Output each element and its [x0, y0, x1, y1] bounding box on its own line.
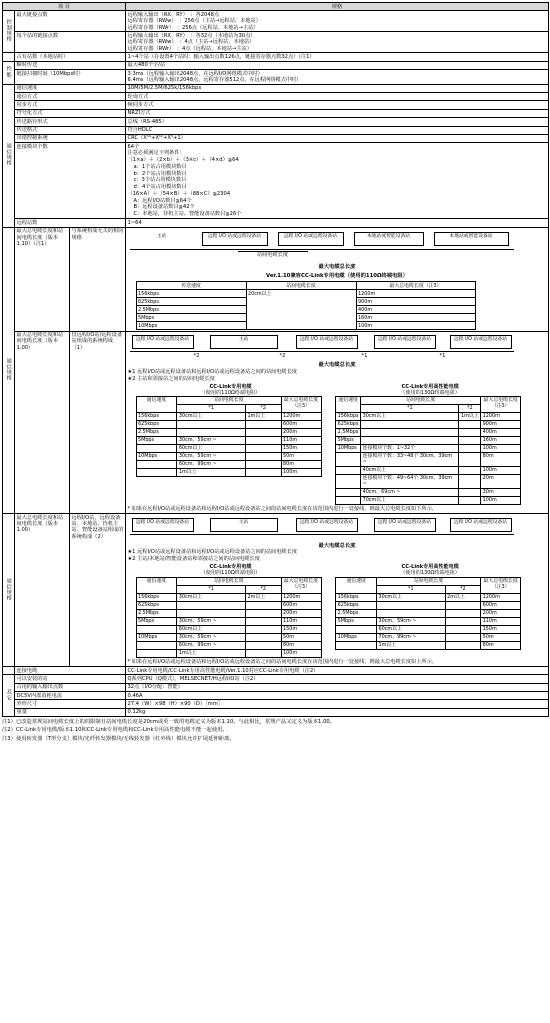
table-cell: 900m [481, 420, 521, 428]
v100b-footnote: * 如果在远程I/O站或远程设备站和远程I/O站或远程设备站之间的站间电缆长度在该范围内进行一处接线，则最大总电缆长度如上所示。 [127, 658, 437, 665]
table-cell: 1200m [481, 593, 521, 601]
table-cell: 156kbps [136, 412, 177, 420]
table-cell: 1200m [281, 412, 321, 420]
table-cell: 200m [281, 428, 321, 436]
table-cell [177, 601, 246, 609]
table-cell [445, 609, 481, 617]
table-row [136, 420, 321, 428]
table-cell: 60cm以上 [377, 625, 446, 633]
table-cell: 30cm以上 [361, 412, 459, 420]
label-max-link: 最大链接点数 [15, 11, 126, 32]
table-cell: 150m [281, 625, 321, 633]
table-cell [459, 474, 481, 488]
v100b-max-len: 最大电缆总长度 [318, 542, 356, 549]
node-b-remote-1: 远程 I/O 站或远程设备站 [132, 518, 194, 532]
value-transient: 最大480个字/站 [126, 61, 549, 69]
table-cell: 70cm以上 [361, 496, 459, 504]
table-cell [445, 601, 481, 609]
v110-diagram [128, 229, 547, 263]
table-cell: 10Mbps [136, 633, 177, 641]
table-row [336, 452, 521, 466]
v110-table: 传送速度 站间电缆长度 最大总电缆长度（注3） 156kbps 20cm以上 1200m 625kbps 900m 2.5Mbps 400m 5Mbps 160m 10Mbps 100m [136, 281, 476, 330]
v100b-right: CC-Link专用高性能电缆 （使用的130Ω终端电阻） 通信速度 站间电缆长度 最大总电缆长度（注3） *1 *2 156kbps 30cm以上 2m以上 1200m 625kbps 600m 2.5Mbps 200m 5Mbps 30cm、59cm ~ 110m 60cm以上 150m 10Mbps 70cm、99cm ~ 50m 1m以上 80m [335, 564, 525, 649]
section-comm: 通信规格 [3, 84, 15, 227]
row-per-station [3, 32, 549, 53]
table-cell: 40cm以上 [361, 466, 459, 474]
v100b-note2: ★2 主站/本地站/智能设备站和邻接站之间的站间电缆长度 [127, 556, 260, 563]
label-v100b: 最大总电缆长度和站间电缆长度（版本1.00） [15, 514, 70, 667]
mark-a-1: *2 [193, 353, 200, 360]
label-units: 连接模块个数 [15, 143, 126, 219]
v100a-footnote: * 如果在远程I/O站或远程设备站和远程I/O站或远程设备站之间的站间电缆长度在该范围内进行一处接线，则最大总电缆长度如下所示。 [127, 505, 437, 512]
table-cell [177, 428, 246, 436]
table-cell [245, 649, 281, 657]
v110-max-len: 最大电缆总长度 [318, 264, 356, 271]
table-cell: 2.5Mbps [136, 609, 177, 617]
row-occupied [3, 53, 549, 61]
node-master: 主站 [132, 233, 192, 246]
table-cell: 1m以上 [177, 468, 246, 476]
bus-line-b [130, 534, 514, 535]
v100a-right-table: 通信速度 站间电缆长度 最大总电缆长度（注3） *1 *2 156kbps 30cm以上 1m以上 1200m 625kbps 900m 2.5Mbps 400m 5Mbps 160m 10Mbps 连接模块个数：1~32个 100m 连接模块个数：33~48个 30cm、39cm ~ 80m 40cm以上 100m 连接模块个数：49~64个 30cm、39cm ~ 20m 40cm、69cm ~ 30m 70cm以上 100m [335, 396, 521, 505]
table-cell: 400m [481, 428, 521, 436]
node-b-remote-4: 远程 I/O 站或远程设备站 [450, 518, 512, 532]
value-cable: CC-Link专用电缆/CC-Link专用高性能电缆/Ver.1.10对应CC-Link专用电缆（注2） [126, 667, 549, 675]
table-row [136, 641, 321, 649]
v100a-right: CC-Link专用高性能电缆 （使用的130Ω终端电阻） 通信速度 站间电缆长度 最大总电缆长度（注3） *1 *2 156kbps 30cm以上 1m以上 1200m 625kbps 900m 2.5Mbps 400m 5Mbps 160m 10Mbps 连接模块个数：1~32个 100m 连接模块个数：33~48个 30cm、39cm ~ 80m 40cm以上 100m 连接模块个数：49~64个 30cm、39cm ~ 20m 40cm、69cm ~ 30m 70cm以上 100m [335, 384, 525, 505]
table-cell [245, 601, 281, 609]
section-other: 其它 [3, 675, 15, 717]
table-row [336, 601, 521, 609]
bus-line [130, 249, 514, 250]
table-cell [377, 601, 446, 609]
table-cell [336, 625, 377, 633]
table-cell: 2.5Mbps [136, 428, 177, 436]
v100a-diagram [128, 333, 547, 361]
mark-a-3: *1 [361, 353, 368, 360]
table-cell: 30cm、59cm ~ [177, 436, 246, 444]
label-scan: 链接扫描时间（10Mbps时） [15, 70, 126, 85]
value-error: CRC（X¹⁶+X¹²+X⁵+1） [126, 134, 549, 142]
value-per-station: 远程输入输出（RX、RY） ：各32点（本地站为30点） 远程寄存器（RWw） ：4点（主站→远程站、本地站） 远程寄存器（RWr） ：4点（远程站、本地站→主站） [126, 32, 549, 53]
value-size: 27.4（W）×98（H）×90（D）［mm］ [126, 700, 549, 708]
table-cell: 1m以上 [460, 413, 479, 420]
row-current [3, 692, 549, 700]
table-cell: 30cm以上 [177, 412, 246, 420]
table-cell [336, 488, 361, 496]
row-format [3, 126, 549, 134]
v100a-note2: ★2 主站和邻接站之间的站间电缆长度 [127, 375, 215, 382]
table-row [336, 444, 521, 452]
value-format: 符合HDLC [126, 126, 549, 134]
table-cell: 600m [481, 601, 521, 609]
table-cell: 5Mbps [336, 617, 377, 625]
table-cell [336, 452, 361, 466]
table-cell [445, 625, 481, 633]
row-error [3, 134, 549, 142]
value-v100a [126, 331, 549, 514]
table-cell [459, 428, 481, 436]
table-cell: 10Mbps [136, 452, 177, 460]
value-sync: 帧同步方式 [126, 101, 549, 109]
node-a-remote-1: 远程 I/O 站或远程设备站 [132, 335, 194, 349]
label-installable: 可以安装的站 [15, 675, 126, 683]
table-cell: 30cm、59cm ~ [177, 633, 246, 641]
table-cell: 1m以上 [245, 412, 281, 420]
label-current: DC5V内部消耗电流 [15, 692, 126, 700]
table-cell: 60cm以上 [177, 625, 246, 633]
table-cell: 2m以上 [245, 593, 281, 601]
v100b-note1: ★1 远程I/O站或远程设备站和远程I/O站或远程设备站之间的站间电缆长度 [127, 549, 298, 556]
table-cell: 10Mbps [336, 633, 377, 641]
table-row [336, 436, 521, 444]
table-cell: 连接模块个数：33~48个 30cm、39cm ~ [361, 452, 459, 466]
sub-v110: 与系统构成无关的相同规格 [70, 227, 126, 331]
table-row [336, 593, 521, 601]
table-cell: 2.5Mbps [336, 609, 377, 617]
v110-caption: Ver.1.10兼容CC-Link专用电缆（使用的110Ω终端电阻） [266, 272, 408, 279]
table-cell: 100m [481, 496, 521, 504]
table-cell: 30m [481, 488, 521, 496]
row-max-link [3, 11, 549, 32]
label-format: 传送格式 [15, 126, 126, 134]
table-cell: 30cm、59cm ~ [377, 617, 446, 625]
table-cell: 50m [281, 452, 321, 460]
table-cell [459, 452, 481, 466]
node-a-master: 主站 [210, 335, 278, 349]
mark-a-2: *2 [279, 353, 286, 360]
table-row [136, 625, 321, 633]
table-cell: 200m [281, 609, 321, 617]
v100b-right-table: 通信速度 站间电缆长度 最大总电缆长度（注3） *1 *2 156kbps 30cm以上 2m以上 1200m 625kbps 600m 2.5Mbps 200m 5Mbps 30cm、59cm ~ 110m 60cm以上 150m 10Mbps 70cm、99cm ~ 50m 1m以上 80m [335, 577, 521, 650]
node-b-remote-2: 远程 I/O 站或远程设备站 [296, 518, 358, 532]
table-cell [245, 641, 281, 649]
section-comm3: 通信规格 [3, 514, 15, 667]
footnote-2: 注2）CC-Link专用电缆/版本1.10和CC-Link专用电缆和CC-Link专用高性能电缆不能一起使用。 [2, 727, 228, 734]
table-cell: 1200m [481, 412, 521, 420]
table-cell: 1m以上 [177, 649, 246, 657]
table-cell: 2m以上 [445, 593, 481, 601]
v100a-note1: ★1 远程I/O站或远程设备站和远程I/O站或远程设备站之间的站间电缆长度 [127, 368, 298, 375]
table-cell: 5Mbps [136, 617, 177, 625]
value-comm-method: 轮询方式 [126, 93, 549, 101]
label-v100a: 最大总电缆长度和站间电缆长度（版本1.00） [15, 331, 70, 514]
table-cell [445, 617, 481, 625]
table-row [136, 617, 321, 625]
node-local-2: 本地站或智能设备站 [434, 232, 509, 246]
table-cell: 110m [481, 617, 521, 625]
table-cell: 30cm以上 [177, 593, 246, 601]
v100a-left-table: 通信速度 站间电缆长度 最大总电缆长度（注3） *1 *2 156kbps 30cm以上 1m以上 1200m 625kbps 600m 2.5Mbps 200m 5Mbps 30cm、59cm ~ 110m 60cm以上 150m 10Mbps 30cm、59cm ~ 50m 60cm、99cm ~ 80m 1m以上 100m [136, 396, 322, 477]
row-size [3, 700, 549, 708]
table-cell: 100m [281, 468, 321, 476]
table-cell: 80m [281, 460, 321, 468]
bus-line-a [130, 351, 514, 352]
label-speed: 通信速度 [15, 84, 126, 92]
table-row [336, 609, 521, 617]
label-encoding: 符号化方式 [15, 109, 126, 117]
table-row [336, 466, 521, 474]
table-row [136, 436, 321, 444]
table-cell [336, 496, 361, 504]
node-a-remote-4: 远程 I/O 站或远程设备站 [450, 335, 512, 349]
label-remote-count: 远程站数 [15, 219, 126, 227]
table-row [136, 468, 321, 476]
node-remote-2: 远程 I/O 站或远程设备站 [278, 232, 344, 246]
row-v100a [3, 331, 549, 514]
table-row [336, 625, 521, 633]
table-cell [136, 460, 177, 468]
node-remote-1: 远程 I/O 站或远程设备站 [202, 232, 268, 246]
table-row [136, 412, 321, 420]
table-cell: 625kbps [136, 420, 177, 428]
sub-v100a: 仅远程I/O站/远程设备站组成的系统构成（1） [70, 331, 126, 514]
table-cell [245, 428, 281, 436]
table-cell [361, 420, 459, 428]
value-occupied: 1~4个站（在设置4个站时：输入输出点数126点，链接寄存器点数32点）（注1） [126, 53, 549, 61]
table-cell: 100m [281, 649, 321, 657]
value-v110 [126, 227, 549, 331]
table-row [336, 412, 521, 420]
table-cell: 70cm、99cm ~ [377, 633, 446, 641]
table-cell [245, 460, 281, 468]
table-cell: 100m [481, 466, 521, 474]
row-encoding [3, 109, 549, 117]
header-spec: 规格 [126, 3, 549, 11]
spec-table [2, 2, 549, 717]
value-speed: 10M/5M/2.5M/625k/156kbps [126, 84, 549, 92]
header-item: 项 目 [3, 3, 126, 11]
row-v110 [3, 227, 549, 331]
value-encoding: NRZI方式 [126, 109, 549, 117]
table-cell: 10Mbps [336, 444, 361, 452]
value-v100b [126, 514, 549, 667]
table-cell: 60cm、99cm ~ [177, 460, 246, 468]
value-io-points: 32点（I/O分配：智能） [126, 683, 549, 691]
table-cell: 30cm、59cm ~ [177, 452, 246, 460]
table-row [136, 444, 321, 452]
table-cell [445, 633, 481, 641]
label-weight: 重量 [15, 708, 126, 716]
label-cable: 连接电缆 [15, 667, 126, 675]
table-cell: 150m [481, 625, 521, 633]
node-b-master: 主站 [210, 518, 278, 532]
row-weight [3, 708, 549, 716]
table-cell: 100m [481, 444, 521, 452]
sub-v100b: 远程I/O站、远程设备站、本地站、待机主站、智能设备站组成的系统构成（2） [70, 514, 126, 667]
table-cell [336, 466, 361, 474]
row-remote-count [3, 219, 549, 227]
table-cell: 1200m [281, 593, 321, 601]
table-cell: 30cm以上 [377, 593, 446, 601]
table-cell [336, 474, 361, 488]
table-cell: 200m [481, 609, 521, 617]
table-cell: 160m [481, 436, 521, 444]
table-cell: 156kbps [337, 413, 359, 420]
table-row [136, 609, 321, 617]
table-cell: 156kbps [336, 593, 377, 601]
v100b-left: CC-Link专用电缆 （使用的110Ω终端电阻） 通信速度 站间电缆长度 最大总电缆长度（注3） *1 *2 156kbps 30cm以上 2m以上 1200m 625kbps 600m 2.5Mbps 200m 5Mbps 30cm、59cm ~ 110m 60cm以上 150m 10Mbps 30cm、59cm ~ 50m 60cm、99cm ~ 80m 1m以上 100m [136, 564, 326, 657]
table-cell [361, 436, 459, 444]
label-transient: 瞬时传送 [15, 61, 126, 69]
table-cell [459, 436, 481, 444]
footnote-1: 注1）已改造常规站间电缆长度上的的限制且站间电缆长度是20cm或更一致的电缆定义为版本1.10。与此相比，常规产品又定义为版本1.00。 [2, 719, 336, 726]
table-row [136, 428, 321, 436]
table-cell [245, 625, 281, 633]
table-cell: 625kbps [136, 601, 177, 609]
table-cell [245, 436, 281, 444]
table-cell: 40cm、69cm ~ [361, 488, 459, 496]
table-cell [459, 466, 481, 474]
label-per-station: 每个站的链接点数 [15, 32, 126, 53]
table-cell [136, 649, 177, 657]
label-io-points: 占用的输入输出点数 [15, 683, 126, 691]
table-row [336, 641, 521, 649]
table-cell: 80m [481, 452, 521, 466]
v100a-max-len: 最大电缆总长度 [318, 362, 356, 369]
table-cell [136, 641, 177, 649]
table-cell [245, 452, 281, 460]
table-cell [177, 420, 246, 428]
node-a-remote-3: 远程 I/O 站或远程设备站 [374, 335, 436, 349]
label-comm-method: 通信方式 [15, 93, 126, 101]
table-cell: 50m [281, 633, 321, 641]
table-cell: 80m [281, 641, 321, 649]
table-cell: 150m [281, 444, 321, 452]
table-cell: 60cm以上 [177, 444, 246, 452]
table-row [136, 633, 321, 641]
table-cell: 110m [281, 436, 321, 444]
table-cell: 连接模块个数：49~64个 30cm、39cm ~ [361, 474, 459, 488]
value-topology: 总线（RS-485） [126, 118, 549, 126]
row-scan [3, 70, 549, 85]
table-cell [245, 444, 281, 452]
table-cell [245, 609, 281, 617]
table-cell: 2.5Mbps [336, 428, 361, 436]
value-current: 0.46A [126, 692, 549, 700]
section-control: 控制规格 [3, 11, 15, 53]
table-cell: 625kbps [336, 601, 377, 609]
table-cell: 5Mbps [336, 436, 361, 444]
table-row [136, 460, 321, 468]
node-local-1: 本地站或智能设备站 [354, 232, 424, 246]
row-v100b [3, 514, 549, 667]
table-cell [245, 633, 281, 641]
section-perf: 性能 [3, 61, 15, 84]
value-units: 64个 注意必须满足下列条件： （1×a）＋（2×b）＋（3×c）＋（4×d）≦64 a：1个站占用模块数目 b：2个站占用模块数目 c：3个站占用模块数目 d：4个站占用模块数目 （16×A）＋（54×B）＋（88×C）≦2304 A：远程I/O站数目≦64个 B：远程设备站数目≦42个 C：本地站，待机主站、智能设备站数目≦26个 [126, 143, 549, 219]
v100b-tables [128, 564, 547, 657]
table-cell [245, 420, 281, 428]
footnotes [2, 718, 548, 743]
table-cell: 连接模块个数：1~32个 [361, 444, 459, 452]
table-row [336, 496, 521, 504]
table-row [136, 452, 321, 460]
table-cell [459, 496, 481, 504]
v100a-left: CC-Link专用电缆 （使用的110Ω终端电阻） 通信速度 站间电缆长度 最大总电缆长度（注3） *1 *2 156kbps 30cm以上 1m以上 1200m 625kbps 600m 2.5Mbps 200m 5Mbps 30cm、59cm ~ 110m 60cm以上 150m 10Mbps 30cm、59cm ~ 50m 60cm、99cm ~ 80m 1m以上 100m [136, 384, 326, 477]
table-cell: 110m [281, 617, 321, 625]
table-cell [245, 468, 281, 476]
table-row [336, 488, 521, 496]
row-io-points [3, 683, 549, 691]
row-installable [3, 675, 549, 683]
row-topology [3, 118, 549, 126]
table-row [336, 420, 521, 428]
table-cell: 50m [481, 633, 521, 641]
label-size: 外形尺寸 [15, 700, 126, 708]
row-transient [3, 61, 549, 69]
table-cell [361, 428, 459, 436]
row-sync [3, 101, 549, 109]
table-cell: 600m [281, 420, 321, 428]
node-b-remote-3: 远程 I/O 站或远程设备站 [374, 518, 436, 532]
value-weight: 0.12kg [126, 708, 549, 716]
row-units [3, 143, 549, 219]
table-row [336, 474, 521, 488]
table-cell [459, 420, 481, 428]
row-cable [3, 667, 549, 675]
value-remote-count: 1~64 [126, 219, 549, 227]
table-cell: 625kbps [337, 421, 359, 428]
label-sync: 同步方式 [15, 101, 126, 109]
value-installable: Q系列CPU（Q模式），MELSECNET/H远程I/O站（注2） [126, 675, 549, 683]
section-comm2: 通信规格 [3, 227, 15, 514]
mark-a-4: *1 [439, 353, 446, 360]
table-cell: 80m [481, 641, 521, 649]
table-row [336, 633, 521, 641]
v100b-left-table: 通信速度 站间电缆长度 最大总电缆长度（注3） *1 *2 156kbps 30cm以上 2m以上 1200m 625kbps 600m 2.5Mbps 200m 5Mbps 30cm、59cm ~ 110m 60cm以上 150m 10Mbps 30cm、59cm ~ 50m 60cm、99cm ~ 80m 1m以上 100m [136, 577, 322, 658]
v100a-tables [128, 384, 547, 505]
table-cell [136, 444, 177, 452]
table-cell: 20m [481, 474, 521, 488]
label-v110: 最大总电缆长度和站间电缆长度（版本1.10）（注1） [15, 227, 70, 331]
header-row [3, 3, 549, 11]
row-comm-method [3, 93, 549, 101]
table-cell: 1m以上 [377, 641, 446, 649]
footnote-3: 注3）使用转发器（T形分支）模块/光纤转发器模块/无线转发器（红外线）模块允许扩展延伸距离。 [2, 735, 235, 742]
table-cell [245, 617, 281, 625]
label-topology: 传送路径形式 [15, 118, 126, 126]
table-cell [177, 609, 246, 617]
station-length-label: 站间电缆长度 [238, 251, 308, 258]
table-cell: 600m [281, 601, 321, 609]
table-cell [377, 609, 446, 617]
row-speed [3, 84, 549, 92]
table-cell [459, 488, 481, 496]
table-cell: 30cm、59cm ~ [177, 617, 246, 625]
table-cell [459, 444, 481, 452]
value-scan: 3.3ms（远程输入输出2048点，在远程I/O网络模式中时） 6.4ms（远程输入输出2048点，远程寄存器512点，在远程网络模式中时） [126, 70, 549, 85]
table-cell: 5Mbps [136, 436, 177, 444]
table-cell [336, 641, 377, 649]
table-row [336, 617, 521, 625]
label-error: 出错控制系统 [15, 134, 126, 142]
table-cell [445, 641, 481, 649]
v100b-diagram [128, 516, 547, 542]
label-occupied: 占有站数（本地站时） [15, 53, 126, 61]
node-a-remote-2: 远程 I/O 站或远程设备站 [296, 335, 358, 349]
table-cell: 60cm、99cm ~ [177, 641, 246, 649]
table-row [136, 593, 321, 601]
table-row [136, 649, 321, 657]
table-row [136, 601, 321, 609]
table-cell [136, 625, 177, 633]
table-cell: 156kbps [136, 593, 177, 601]
table-cell [136, 468, 177, 476]
value-max-link: 远程输入输出（RX、RY） ：各2048点 远程寄存器（RWw） ：256点（主站→远程站、本地站） 远程寄存器（RWr） ：256点（远程站、本地站→主站） [126, 11, 549, 32]
table-row [336, 428, 521, 436]
